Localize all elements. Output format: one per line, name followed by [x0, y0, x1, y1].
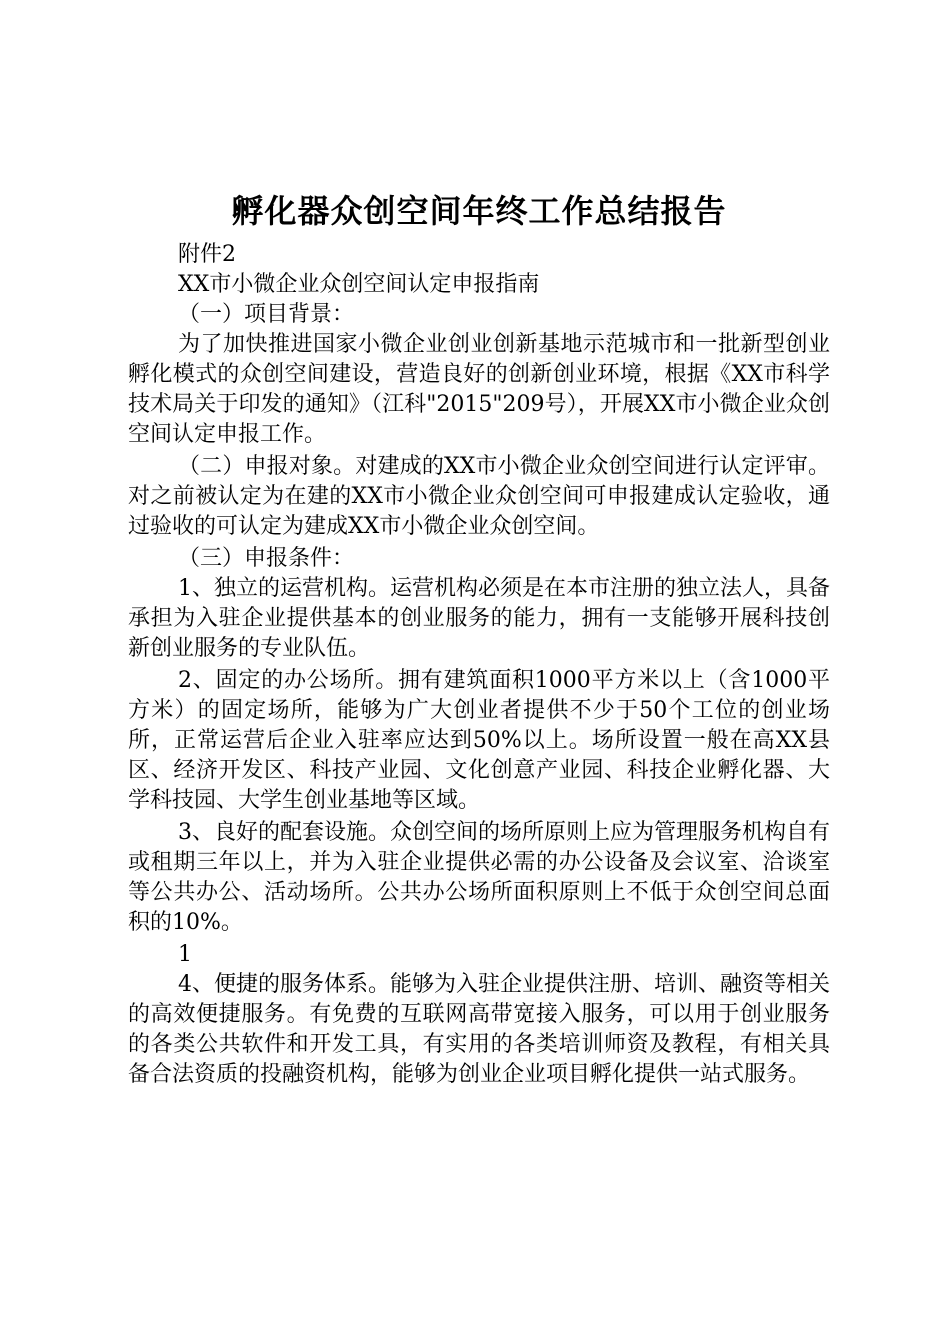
paragraph-background: 为了加快推进国家小微企业创业创新基地示范城市和一批新型创业孵化模式的众创空间建设，营造良好的创新创业环境，根据《XX市科学技术局关于印发的通知》（江科"2015"209号），开展XX市小微企业众创空间认定申报工作。 — [128, 332, 830, 447]
document-body — [128, 240, 830, 1090]
section-heading-background: （一）项目背景： — [178, 302, 355, 327]
page-number: 1 — [178, 942, 192, 967]
paragraph-condition-4: 4、便捷的服务体系。能够为入驻企业提供注册、培训、融资等相关的高效便捷服务。有免费的互联网高带宽接入服务，可以用于创业服务的各类公共软件和开发工具，有实用的各类培训师资及教程，有相关具备合法资质的投融资机构，能够为创业企业项目孵化提供一站式服务。 — [128, 972, 830, 1087]
attachment-label: 附件2 — [178, 242, 236, 267]
document-page — [128, 182, 830, 1092]
guide-title: XX市小微企业众创空间认定申报指南 — [178, 272, 540, 297]
document-title: 孵化器众创空间年终工作总结报告 — [231, 192, 727, 230]
paragraph-condition-1: 1、独立的运营机构。运营机构必须是在本市注册的独立法人，具备承担为入驻企业提供基本的创业服务的能力，拥有一支能够开展科技创新创业服务的专业队伍。 — [128, 576, 830, 661]
paragraph-applicants: （二）申报对象。对建成的XX市小微企业众创空间进行认定评审。对之前被认定为在建的XX市小微企业众创空间可申报建成认定验收，通过验收的可认定为建成XX市小微企业众创空间。 — [128, 454, 830, 539]
section-heading-conditions: （三）申报条件： — [178, 546, 355, 571]
paragraph-condition-3: 3、良好的配套设施。众创空间的场所原则上应为管理服务机构自有或租期三年以上，并为入驻企业提供必需的办公设备及会议室、洽谈室等公共办公、活动场所。公共办公场所面积原则上不低于众创空间总面积的10%。 — [128, 820, 830, 935]
paragraph-condition-2: 2、固定的办公场所。拥有建筑面积1000平方米以上（含1000平方米）的固定场所，能够为广大创业者提供不少于50个工位的创业场所，正常运营后企业入驻率应达到50%以上。场所设置一般在高XX县区、经济开发区、科技产业园、文化创意产业园、科技企业孵化器、大学科技园、大学生创业基地等区域。 — [128, 668, 830, 813]
